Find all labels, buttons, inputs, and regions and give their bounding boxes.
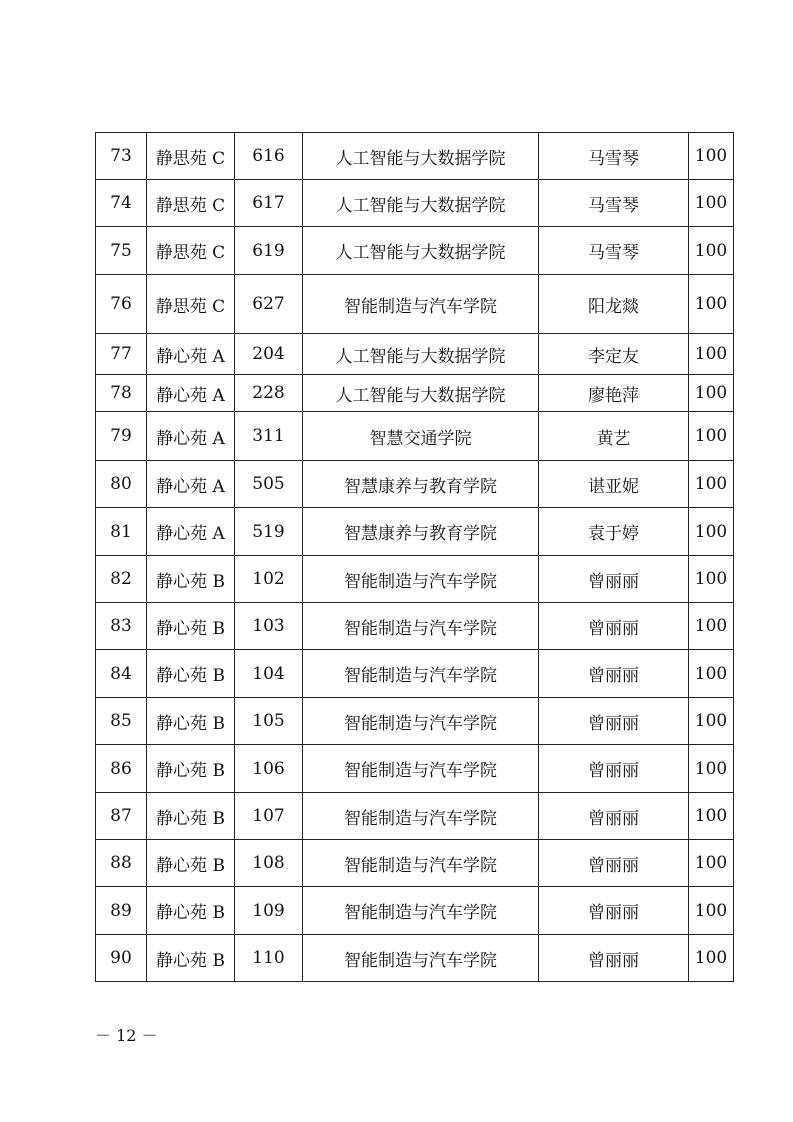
building-cell: 静心苑 B <box>147 887 235 935</box>
score-cell: 100 <box>689 935 734 982</box>
room-cell: 107 <box>235 793 303 840</box>
person-cell: 曾丽丽 <box>539 556 689 603</box>
room-cell: 311 <box>235 412 303 461</box>
score-cell: 100 <box>689 556 734 603</box>
college-cell: 智能制造与汽车学院 <box>303 556 539 603</box>
college-cell: 智能制造与汽车学院 <box>303 275 539 334</box>
score-cell: 100 <box>689 603 734 650</box>
person-cell: 袁于婷 <box>539 508 689 556</box>
college-cell: 智慧交通学院 <box>303 412 539 461</box>
table-row <box>96 180 734 227</box>
room-cell: 108 <box>235 840 303 887</box>
person-cell: 阳龙燚 <box>539 275 689 334</box>
table-row <box>96 461 734 508</box>
row-number-cell: 82 <box>96 556 147 603</box>
table-row <box>96 745 734 793</box>
room-cell: 102 <box>235 556 303 603</box>
college-cell: 人工智能与大数据学院 <box>303 375 539 412</box>
table-row <box>96 840 734 887</box>
table-row <box>96 793 734 840</box>
table-body <box>96 133 734 982</box>
college-cell: 智能制造与汽车学院 <box>303 650 539 698</box>
table-row <box>96 508 734 556</box>
room-cell: 204 <box>235 334 303 375</box>
person-cell: 曾丽丽 <box>539 935 689 982</box>
room-cell: 619 <box>235 227 303 275</box>
score-cell: 100 <box>689 650 734 698</box>
table-row <box>96 650 734 698</box>
table-row <box>96 227 734 275</box>
building-cell: 静思苑 C <box>147 180 235 227</box>
building-cell: 静心苑 A <box>147 461 235 508</box>
row-number-cell: 73 <box>96 133 147 180</box>
table-row <box>96 133 734 180</box>
score-cell: 100 <box>689 412 734 461</box>
row-number-cell: 74 <box>96 180 147 227</box>
building-cell: 静心苑 B <box>147 793 235 840</box>
person-cell: 曾丽丽 <box>539 793 689 840</box>
building-cell: 静心苑 B <box>147 698 235 745</box>
row-number-cell: 80 <box>96 461 147 508</box>
college-cell: 人工智能与大数据学院 <box>303 180 539 227</box>
building-cell: 静心苑 A <box>147 508 235 556</box>
score-cell: 100 <box>689 508 734 556</box>
table-row <box>96 375 734 412</box>
person-cell: 马雪琴 <box>539 133 689 180</box>
room-cell: 228 <box>235 375 303 412</box>
person-cell: 曾丽丽 <box>539 840 689 887</box>
building-cell: 静心苑 B <box>147 745 235 793</box>
building-cell: 静心苑 B <box>147 603 235 650</box>
row-number-cell: 89 <box>96 887 147 935</box>
row-number-cell: 81 <box>96 508 147 556</box>
college-cell: 智能制造与汽车学院 <box>303 793 539 840</box>
person-cell: 李定友 <box>539 334 689 375</box>
score-cell: 100 <box>689 793 734 840</box>
page-number: － 12 － <box>95 1026 158 1045</box>
room-cell: 519 <box>235 508 303 556</box>
row-number-cell: 84 <box>96 650 147 698</box>
table-row <box>96 556 734 603</box>
room-cell: 106 <box>235 745 303 793</box>
table-row <box>96 698 734 745</box>
building-cell: 静思苑 C <box>147 227 235 275</box>
row-number-cell: 88 <box>96 840 147 887</box>
score-cell: 100 <box>689 887 734 935</box>
person-cell: 曾丽丽 <box>539 698 689 745</box>
row-number-cell: 77 <box>96 334 147 375</box>
person-cell: 廖艳萍 <box>539 375 689 412</box>
row-number-cell: 85 <box>96 698 147 745</box>
person-cell: 曾丽丽 <box>539 650 689 698</box>
score-cell: 100 <box>689 334 734 375</box>
college-cell: 人工智能与大数据学院 <box>303 227 539 275</box>
room-cell: 105 <box>235 698 303 745</box>
room-cell: 616 <box>235 133 303 180</box>
room-cell: 110 <box>235 935 303 982</box>
person-cell: 黄艺 <box>539 412 689 461</box>
room-cell: 617 <box>235 180 303 227</box>
score-cell: 100 <box>689 227 734 275</box>
score-cell: 100 <box>689 133 734 180</box>
person-cell: 马雪琴 <box>539 227 689 275</box>
row-number-cell: 87 <box>96 793 147 840</box>
college-cell: 智慧康养与教育学院 <box>303 461 539 508</box>
room-cell: 505 <box>235 461 303 508</box>
building-cell: 静心苑 B <box>147 650 235 698</box>
building-cell: 静心苑 B <box>147 556 235 603</box>
table-row <box>96 935 734 982</box>
building-cell: 静心苑 A <box>147 375 235 412</box>
college-cell: 智能制造与汽车学院 <box>303 603 539 650</box>
score-cell: 100 <box>689 375 734 412</box>
college-cell: 智能制造与汽车学院 <box>303 935 539 982</box>
college-cell: 智能制造与汽车学院 <box>303 745 539 793</box>
row-number-cell: 78 <box>96 375 147 412</box>
room-cell: 103 <box>235 603 303 650</box>
score-cell: 100 <box>689 745 734 793</box>
college-cell: 智能制造与汽车学院 <box>303 887 539 935</box>
building-cell: 静思苑 C <box>147 275 235 334</box>
building-cell: 静思苑 C <box>147 133 235 180</box>
row-number-cell: 75 <box>96 227 147 275</box>
row-number-cell: 79 <box>96 412 147 461</box>
row-number-cell: 86 <box>96 745 147 793</box>
college-cell: 人工智能与大数据学院 <box>303 334 539 375</box>
table-row <box>96 275 734 334</box>
score-cell: 100 <box>689 275 734 334</box>
score-cell: 100 <box>689 461 734 508</box>
person-cell: 马雪琴 <box>539 180 689 227</box>
score-cell: 100 <box>689 840 734 887</box>
person-cell: 曾丽丽 <box>539 887 689 935</box>
college-cell: 智慧康养与教育学院 <box>303 508 539 556</box>
table-row <box>96 887 734 935</box>
row-number-cell: 76 <box>96 275 147 334</box>
room-cell: 109 <box>235 887 303 935</box>
score-cell: 100 <box>689 698 734 745</box>
building-cell: 静心苑 B <box>147 935 235 982</box>
table-row <box>96 334 734 375</box>
building-cell: 静心苑 A <box>147 334 235 375</box>
college-cell: 智能制造与汽车学院 <box>303 698 539 745</box>
building-cell: 静心苑 A <box>147 412 235 461</box>
building-cell: 静心苑 B <box>147 840 235 887</box>
row-number-cell: 90 <box>96 935 147 982</box>
person-cell: 谌亚妮 <box>539 461 689 508</box>
dormitory-score-table <box>95 132 734 982</box>
table-row <box>96 412 734 461</box>
college-cell: 智能制造与汽车学院 <box>303 840 539 887</box>
score-cell: 100 <box>689 180 734 227</box>
person-cell: 曾丽丽 <box>539 745 689 793</box>
row-number-cell: 83 <box>96 603 147 650</box>
room-cell: 627 <box>235 275 303 334</box>
table-row <box>96 603 734 650</box>
college-cell: 人工智能与大数据学院 <box>303 133 539 180</box>
room-cell: 104 <box>235 650 303 698</box>
person-cell: 曾丽丽 <box>539 603 689 650</box>
